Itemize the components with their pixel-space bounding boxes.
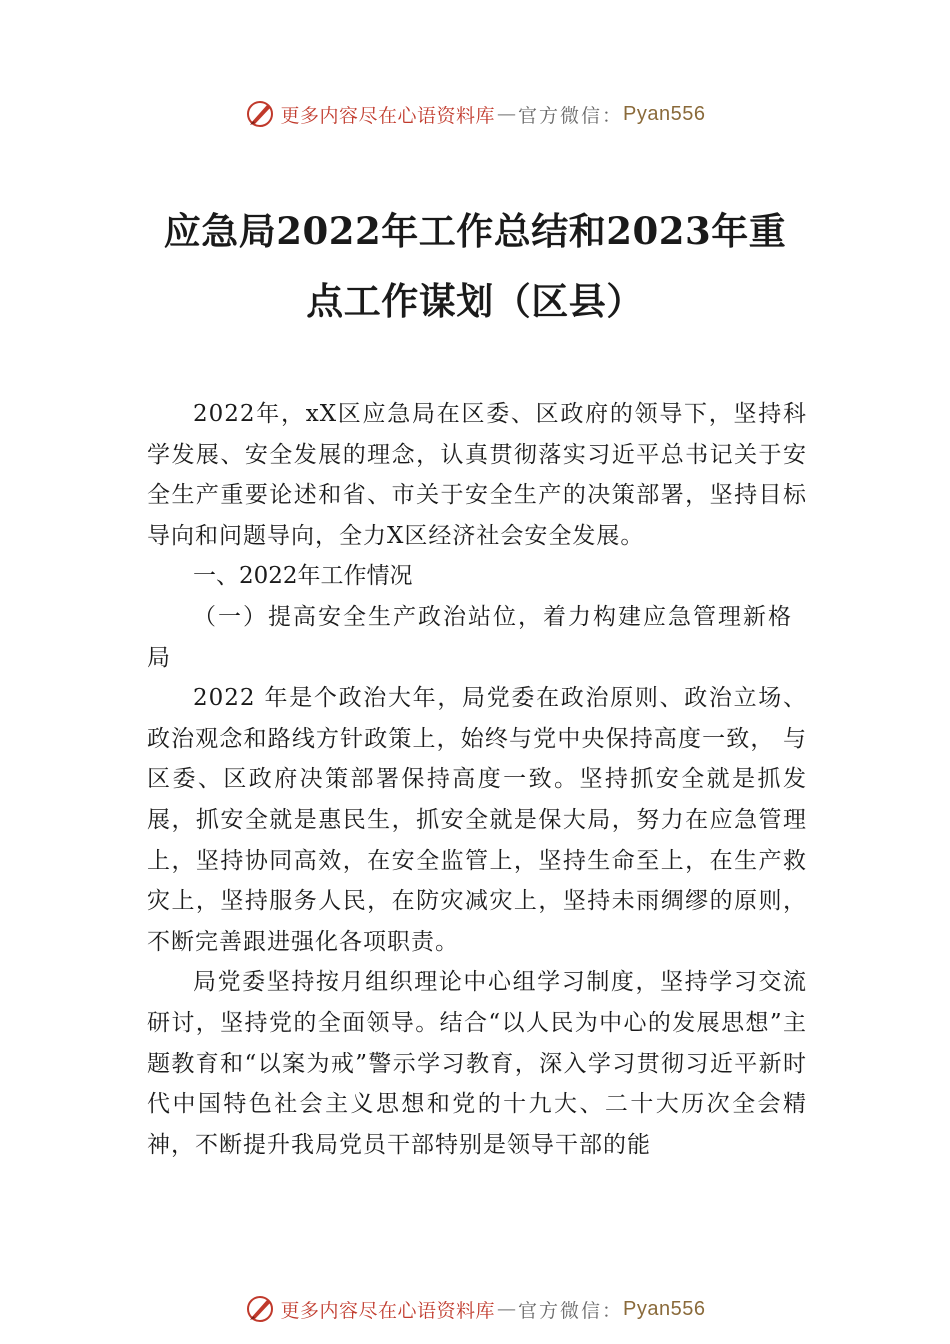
section-heading-1: 一、2022年工作情况	[193, 563, 413, 590]
banner-wechat-handle: Pyan556	[623, 1297, 706, 1320]
intro-paragraph: 2022年，xX区应急局在区委、区政府的领导下，坚持科学发展、安全发展的理念，认真贯彻落实习近平总书记关于安全生产重要论述和省、市关于安全生产的决策部署，坚持目标导向和问题导向，全力X区经济社会安全发展。	[147, 401, 807, 549]
body-paragraph-2: 2022 年是个政治大年，局党委在政治原则、政治立场、政治观念和路线方针政策上，始终与党中央保持高度一致， 与区委、区政府决策部署保持高度一致。坚持抓安全就是抓发展，抓安全就是惠民生，抓安全就是保大局，努力在应急管理上，坚持协同高效，在安全监管上，坚持生命至上，在生产救灾上，坚持服务人民，在防灾减灾上，坚持未雨绸缪的原则，不断完善跟进强化各项职责。	[147, 685, 807, 955]
footer-watermark-banner	[0, 1289, 950, 1329]
brush-logo-icon	[245, 1294, 275, 1324]
banner-wechat-label: 官方微信：	[518, 104, 624, 127]
document-title: 应急局2022年工作总结和2023年重点工作谋划（区县）	[163, 209, 787, 323]
brush-logo-icon	[245, 99, 275, 129]
header-watermark-banner	[0, 94, 950, 134]
banner-dash: —	[497, 103, 517, 125]
banner-brand-text: 更多内容尽在心语资料库	[280, 1299, 496, 1322]
document-body	[147, 394, 807, 1165]
banner-wechat-handle: Pyan556	[623, 102, 706, 125]
banner-wechat-label: 官方微信：	[518, 1299, 624, 1322]
banner-dash: —	[497, 1298, 517, 1320]
banner-brand-text: 更多内容尽在心语资料库	[280, 104, 496, 127]
subsection-heading-1: （一）提高安全生产政治站位，着力构建应急管理新格局	[147, 603, 793, 671]
body-paragraph-3: 局党委坚持按月组织理论中心组学习制度，坚持学习交流研讨，坚持党的全面领导。结合“以人民为中心的发展思想”主题教育和“以案为戒”警示学习教育，深入学习贯彻习近平新时代中国特色社会主义思想和党的十九大、二十大历次全会精神，不断提升我局党员干部特别是领导干部的能	[147, 969, 807, 1158]
